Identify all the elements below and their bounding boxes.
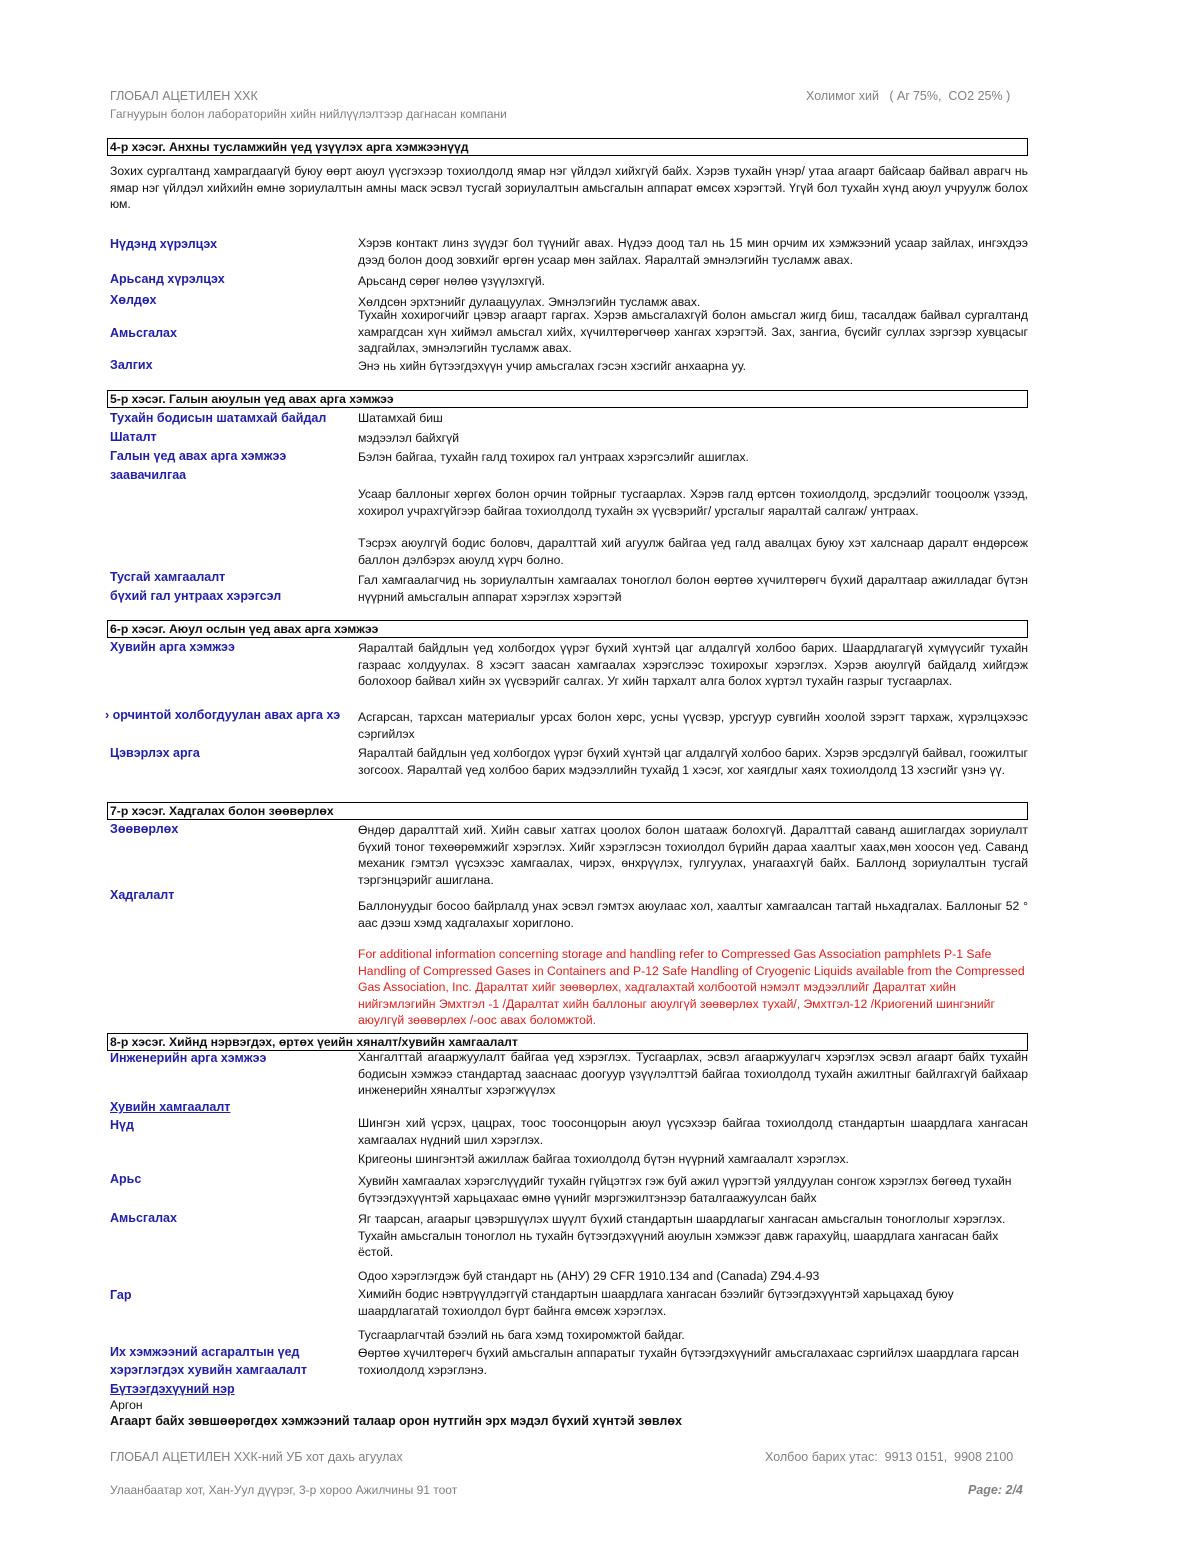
eye-protection-text: Шингэн хий үсрэх, цацрах, тоос тоосонцорын аюул үүсэхээр байгаа тохиолдолд стандартын шаардлага хангасан хамгаалах нүдний шил хэрэглэх. xyxy=(358,1116,1028,1147)
product-name-label: Бүтээгдэхүүний нэр xyxy=(110,1382,235,1396)
environmental-measures-text: Асгарсан, тархсан материалыг урсах болон хөрс, усны үүсвэр, урсгуур сувгийн хоолой зэрэгт тархаж, хүрэлцэхээс сэргийлэх xyxy=(358,710,1028,741)
section-8-title: 8-р хэсэг. Хийнд нэрвэгдэх, өртөх үеийн хяналт/хувийн хамгаалалт xyxy=(107,1033,1028,1051)
hand-protection-label: Гар xyxy=(110,1288,132,1302)
combustion-text: мэдээлэл байхгүй xyxy=(358,431,460,445)
firefighting-text-1: Бэлэн байгаа, тухайн галд тохирох гал унтраах хэрэгсэлийг ашиглах. xyxy=(358,450,749,464)
inhalation-label: Амьсгалах xyxy=(110,326,177,340)
respiratory-standard-text: Одоо хэрэглэгдэж буй стандарт нь (АНУ) 29 CFR 1910.134 and (Canada) Z94.4-93 xyxy=(358,1269,820,1283)
hand-protection-text-2: Тусгаарлагчтай бээлий нь бага хэмд тохиромжтой байдаг. xyxy=(358,1328,685,1342)
protective-equipment-label-1: Тусгай хамгаалалт xyxy=(110,570,226,584)
large-spill-text: Өөртөө хүчилтөрөгч бүхий амьсгалын аппаратыг тухайн бүтээгдэхүүнийг амьсгалахаас сэргийлэх шаардлага гарсан тохиолдолд хэрэглэнэ. xyxy=(358,1346,1019,1377)
product-name: Холимог хий ( Ar 75%, CO2 25% ) xyxy=(806,89,1011,103)
company-subtitle: Гагнуурын болон лабораторийн хийн нийлүүлэлтээр дагнасан компани xyxy=(110,107,507,121)
page-number: Page: 2/4 xyxy=(968,1483,1023,1497)
personal-measures-label: Хувийн арга хэмжээ xyxy=(110,640,235,654)
personal-protection-label: Хувийн хамгаалалт xyxy=(110,1100,231,1114)
product-name-value: Аргон xyxy=(110,1398,143,1412)
large-spill-label-1: Их хэмжээний асгаралтын үед xyxy=(110,1345,300,1359)
protective-equipment-text: Гал хамгаалагчид нь зориулалтын хамгаалах тоноглол болон өөртөө хүчилтөрөгч бүхий даралтаар ажилладаг бүтэн нүүрний амьсгалын аппарат хэрэглэх хэрэгтэй xyxy=(358,573,1028,604)
firefighting-text-2: Усаар баллоныг хөргөх болон орчин тойрныг тусгаарлах. Хэрэв галд өртсөн тохиолдолд, эрсдэлийг тооцоолж үзээд, хохирол учрахгүйгээр байгаа тохиолдолд тухайн эх үүсвэрийг/ урсгалыг яаралтай салгаж/ унтраах. xyxy=(358,487,1028,518)
environmental-measures-label: › орчинтой холбогдуулан авах арга хэ xyxy=(105,708,341,722)
section-6-title: 6-р хэсэг. Аюул ослын үед авах арга хэмжээ xyxy=(107,620,1028,638)
protective-equipment-label-2: бүхий гал унтраах хэрэгсэл xyxy=(110,589,282,603)
transport-label: Зөөвөрлөх xyxy=(110,822,179,836)
storage-text: Баллонуудыг босоо байрлалд унах эсвэл гэмтэх аюулаас хол, хаалтыг хамгаалсан тагтай ньхадгалах. Баллоныг 52 ° аас дээш хэмд хадгалахыг хориглоно. xyxy=(358,899,1028,930)
firefighting-label-2: заавачилгаа xyxy=(110,468,187,482)
skin-contact-label: Арьсанд хүрэлцэх xyxy=(110,272,225,286)
flammability-label: Тухайн бодисын шатамхай байдал xyxy=(110,411,327,425)
footer-warehouse: ГЛОБАЛ АЦЕТИЛЕН ХХК-ний УБ хот дахь агуулах xyxy=(110,1450,403,1464)
eye-contact-text: Хэрэв контакт линз зүүдэг бол түүнийг авах. Нүдээ доод тал нь 15 мин орчим их хэмжээний усаар зайлах, ингэхдээ дээд болон доод зовхийг өргөн усаар мөн зайлах. Яаралтай эмнэлэгийн тусламж авах. xyxy=(358,236,1028,267)
transport-text: Өндөр даралттай хий. Хийн савыг хатгах цоолох болон шатааж болохгүй. Даралттай саванд ашиглагдах зориулалт бүхий тоног төхөөрөмжийг хэрэглэх. Хийг хэрэглэсэн тохиолдол бүрийн дараа хаалтыг хаах,мөн хоосон үед. Саванд механик гэмтэл үүсэхээс хамгаалах, чирэх, өнхрүүлэх, гулгуулах, унагаахгүй байх. Баллонд зориулалтын тусгай тэргэнцэрийг ашиглана. xyxy=(358,823,1028,887)
frostbite-label: Хөлдөх xyxy=(110,293,157,307)
section-4-intro: Зохих сургалтанд хамрагдаагүй буюу өөрт аюул үүсгэхээр тохиолдолд ямар нэг үйлдэл хийхгүй байх. Хэрэв тухайн үнэр/ утаа агаарт байсаар байвал аврагч нь ямар нэг үйлдэл хийхийн өмнө зориулалтын амны маск эсвэл тусгай зориулалтын амьсгалын аппарат өмсөх хэрэгтэй. Үгүй бол тухайн хүнд аюул учруулж болох юм. xyxy=(110,164,1028,211)
footer-address: Улаанбаатар хот, Хан-Уул дүүрэг, 3-р хороо Ажилчины 91 тоот xyxy=(110,1483,458,1497)
engineering-label: Инженерийн арга хэмжээ xyxy=(110,1051,267,1065)
respiratory-text: Яг таарсан, агаарыг цэвэршүүлэх шүүлт бүхий стандартын шаардлагыг хангасан амьсгалын тоноглолыг хэрэглэх. Тухайн амьсгалын тоноглол нь тухайн бүтээгдэхүүний аюулын хэмжээг давж гарахуйц, шаардлага хангасан байх ёстой. xyxy=(358,1212,1006,1259)
combustion-label: Шаталт xyxy=(110,430,157,444)
cleanup-text: Яаралтай байдлын үед холбогдох үүрэг бүхий хүнтэй цаг алдалгүй холбоо барих. Хэрэв эрсдэлгүй байвал, гоожилтыг зогсоох. Яаралтай үед холбоо барих мэдээллийн тухайд 1 хэсэг, хог хаягдлыг хаях тохиолдолд 13 хэсгийг үзнэ үү. xyxy=(358,746,1028,777)
inhalation-text: Тухайн хохирогчийг цэвэр агаарт гаргах. Хэрэв амьсгалахгүй болон амьсгал жигд биш, тасалдаж байвал сургалтанд хамрагдсан хүн хиймэл амьсгал хийх, хүчилтөрөгчөөр хангах хэрэгтэй. Зах, зангиа, бүсийг суллах зэргээр хувцасыг задгайлах, эмнэлэгийн тусламж авах. xyxy=(358,308,1028,355)
personal-measures-text: Яаралтай байдлын үед холбогдох үүрэг бүхий хүнтэй цаг алдалгүй холбоо барих. Шаардлагагүй хүмүүсийг тухайн газраас холдуулах. 8 хэсэгт заасан хамгаалах хэрэгслээс тохирохыг хэрэглэх. Хэрэв аюулгүй байдалд хийгдэж болохоор байвал хийн эх үүсвэрийг салгах. Уг хийн тархалт алга болох хүртэл тухайн газрыг тусгаарлах. xyxy=(358,641,1028,688)
section-4-title: 4-р хэсэг. Анхны тусламжийн үед үзүүлэх арга хэмжээнүүд xyxy=(107,138,1028,156)
skin-protection-text: Хувийн хамгаалах хэрэгслүүдийг тухайн гүйцэтгэх гэж буй ажил үүрэгтэй уялдуулан сонгож хэрэглэх бөгөөд тухайн бүтээгдэхүүнтэй харьцахаас өмнө үүнийг мэргэжилтэнээр баталгаажуулсан байх xyxy=(358,1174,1012,1205)
storage-label: Хадгалалт xyxy=(110,888,175,902)
storage-reference-note: For additional information concerning storage and handling refer to Compressed Gas Association pamphlets P-1 Safe Handling of Compressed Gases in Containers and P-12 Safe Handling of Cryogenic Liquids available from the Compressed Gas Association, Inc. Даралтат хийг зөөвөрлөх, хадгалахтай холбоотой нэмэлт мэдээллийг Даралтат хийн нийгэмлэгийн Эмхтгэл -1 /Даралтат хийн баллоныг аюулгүй зөөвөрлөх тухай/, Эмхтгэл-12 /Криогений шингэнийг аюулгүй зөөвөрлөх /-оос авах боломжтой. xyxy=(358,947,1025,1027)
hand-protection-text: Химийн бодис нэвтрүүлдэггүй стандартын шаардлага хангасан бээлийг бүтээгдэхүүнтэй харьцахад буюу шаардлагатай тохиолдол бүрт байнга өмсөж хэрэглэх. xyxy=(358,1287,954,1318)
eye-protection-label: Нүд xyxy=(110,1118,134,1132)
large-spill-label-2: хэрэглэгдэх хувийн хамгаалалт xyxy=(110,1363,307,1377)
firefighting-text-3: Тэсрэх аюулгүй бодис боловч, даралттай хий агуулж байгаа үед галд авалцах буюу хэт халснаар даралт өндөрсөж баллон дэлбэрэх аюулд хүрч болно. xyxy=(358,536,1028,567)
footer-phone: Холбоо барих утас: 9913 0151, 9908 2100 xyxy=(765,1450,1014,1464)
section-7-title: 7-р хэсэг. Хадгалах болон зөөвөрлөх xyxy=(107,802,1028,820)
cleanup-label: Цэвэрлэх арга xyxy=(110,746,200,760)
skin-protection-label: Арьс xyxy=(110,1172,142,1186)
ingestion-label: Залгих xyxy=(110,358,153,372)
eye-contact-label: Нүдэнд хүрэлцэх xyxy=(110,237,218,251)
engineering-text: Хангалттай агааржуулалт байгаа үед хэрэглэх. Тусгаарлах, эсвэл агааржуулагч хэрэглэх эсвэл агаарт байх тухайн бодисын хэмжээ стандартад зааснаас доогуур үзүүлэлттэй байгаа тохиолдолд тухайн ажилтныг байлгахгүй байхаар инженерийн хяналтыг хэрэгжүүлэх xyxy=(358,1050,1028,1097)
respiratory-label: Амьсгалах xyxy=(110,1211,177,1225)
ingestion-text: Энэ нь хийн бүтээгдэхүүн учир амьсгалах гэсэн хэсгийг анхаарна уу. xyxy=(358,359,747,373)
frostbite-text: Хөлдсөн эрхтэнийг дулаацуулах. Эмнэлэгийн тусламж авах. xyxy=(358,295,701,309)
company-name: ГЛОБАЛ АЦЕТИЛЕН ХХК xyxy=(110,89,258,103)
firefighting-label-1: Галын үед авах арга хэмжээ xyxy=(110,449,287,463)
skin-contact-text: Арьсанд сөрөг нөлөө үзүүлэхгүй. xyxy=(358,274,546,288)
section-5-title: 5-р хэсэг. Галын аюулын үед авах арга хэмжээ xyxy=(107,390,1028,408)
exposure-advice: Агаарт байх зөвшөөрөгдөх хэмжээний талаар орон нутгийн эрх мэдэл бүхий хүнтэй зөвлөх xyxy=(110,1414,682,1428)
flammability-text: Шатамхай биш xyxy=(358,411,443,425)
eye-protection-text-2: Кригеоны шингэнтэй ажиллаж байгаа тохиолдолд бүтэн нүүрний хамгаалалт хэрэглэх. xyxy=(358,1152,849,1166)
